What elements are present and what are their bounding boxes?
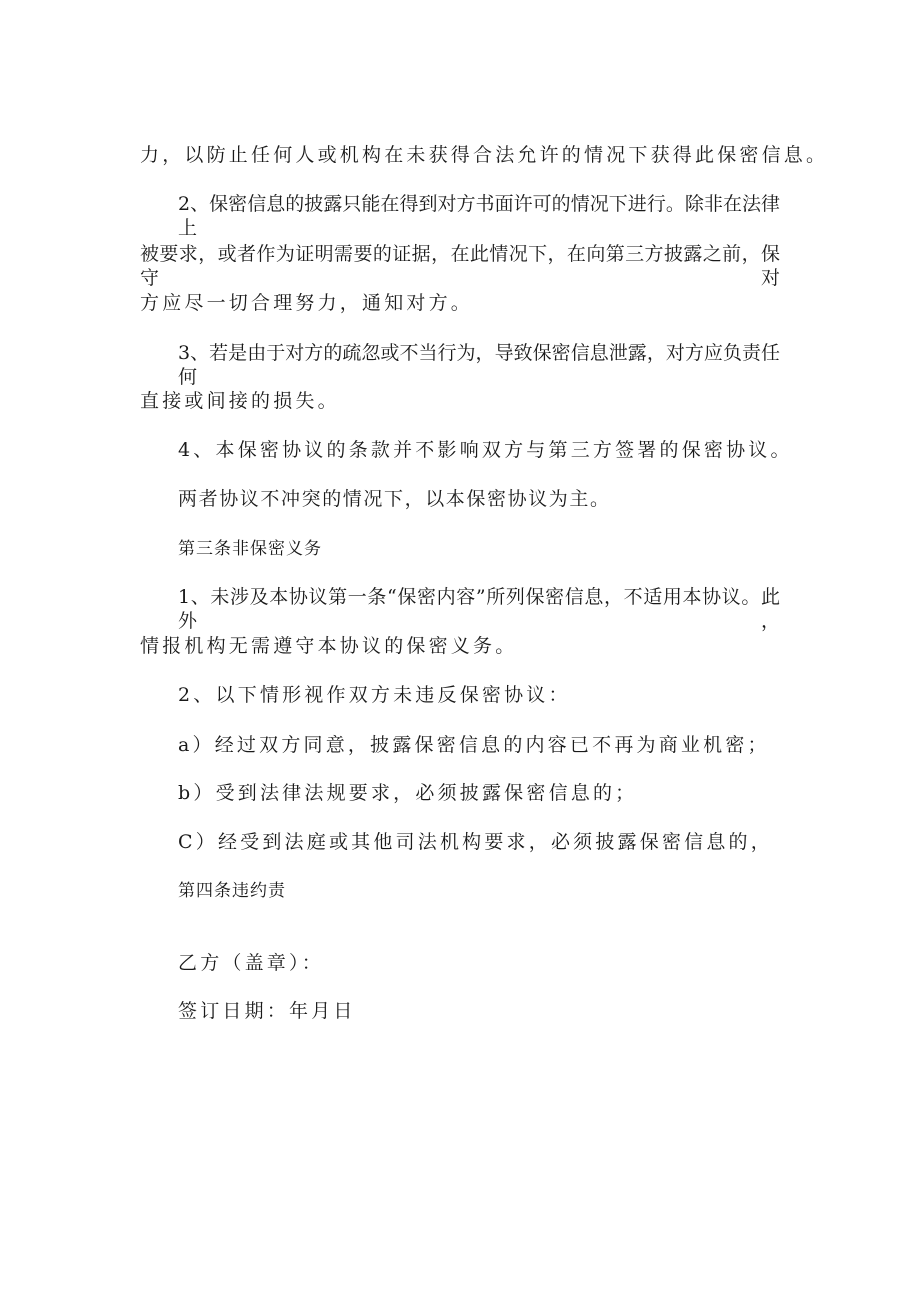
clause-3-line-1: 3、若是由于对方的疏忽或不当行为，导致保密信息泄露，对方应负责任何 — [178, 342, 780, 388]
article-3-heading: 第三条非保密义务 — [178, 539, 322, 559]
clause-2-line-3: 方应尽一切合理努力，通知对方。 — [140, 292, 474, 314]
article-3-item-1-line-1: 1、未涉及本协议第一条“保密内容”所列保密信息，不适用本协议。此外， — [178, 586, 780, 632]
article-3-item-c: C）经受到法庭或其他司法机构要求，必须披露保密信息的， — [178, 831, 773, 853]
article-4-heading: 第四条违约责 — [178, 881, 286, 901]
clause-4-line-2: 两者协议不冲突的情况下，以本保密协议为主。 — [178, 488, 611, 510]
signing-date-label: 签订日期：年月日 — [178, 1000, 356, 1022]
party-b-seal-label: 乙方（盖章）： — [178, 952, 324, 974]
clause-3-line-2: 直接或间接的损失。 — [140, 390, 340, 412]
clause-2-line-1: 2、保密信息的披露只能在得到对方书面许可的情况下进行。除非在法律上 — [178, 193, 780, 239]
clause-4-line-1: 4、本保密协议的条款并不影响双方与第三方签署的保密协议。 — [178, 439, 793, 461]
clause-2-line-2: 被要求，或者作为证明需要的证据，在此情况下，在向第三方披露之前，保守对 — [140, 243, 780, 289]
article-3-item-2: 2、以下情形视作双方未违反保密协议： — [178, 684, 571, 706]
paragraph-continuation: 力，以防止任何人或机构在未获得合法允许的情况下获得此保密信息。 — [140, 144, 829, 166]
article-3-item-b: b）受到法律法规要求，必须披露保密信息的； — [178, 782, 638, 804]
article-3-item-1-line-2: 情报机构无需遵守本协议的保密义务。 — [140, 635, 518, 657]
article-3-item-a: a）经过双方同意，披露保密信息的内容已不再为商业机密； — [178, 734, 770, 756]
